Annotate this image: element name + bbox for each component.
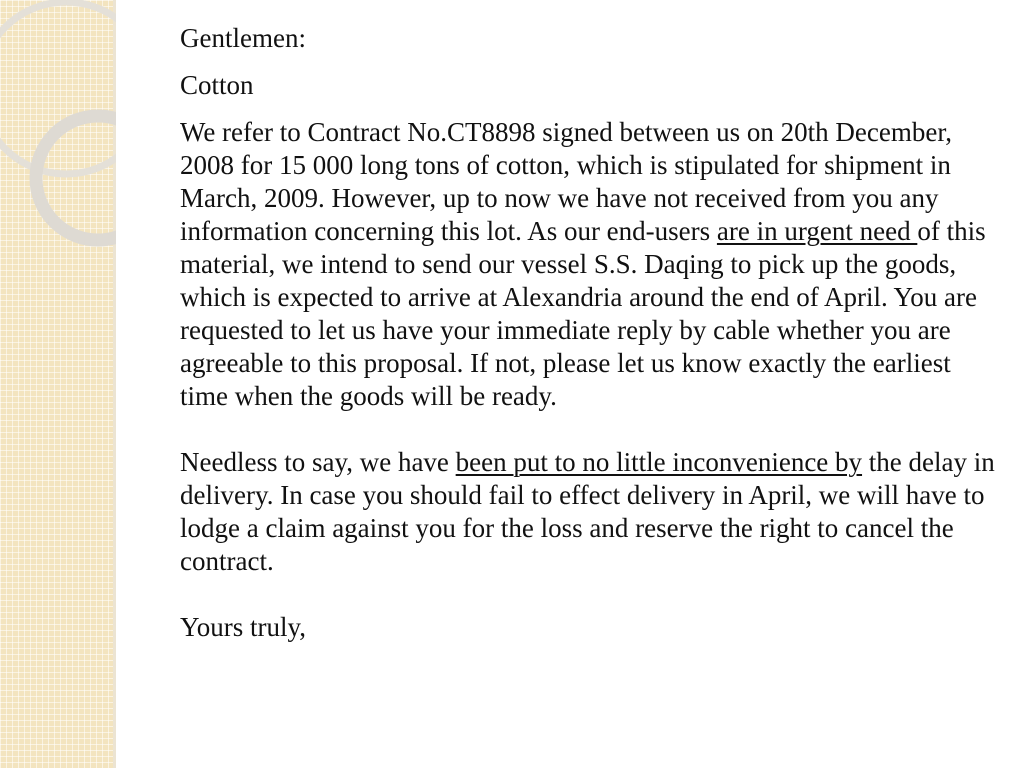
paragraph1-text-end: of this material, we intend to send our vessel S.S. Daqing to pick up the goods, which is expected to arrive at Alexandria around the end of April. You are requested to let us have your immediate reply by cable whether you are agreeable to this proposal. If not, please let us know exactly the earliest time when the goods will be ready. [180, 216, 986, 411]
closing: Yours truly, [180, 612, 307, 642]
paragraph1-text-start: We refer to Contract No.CT8898 signed between us on 20th December, 2008 for 15 000 long tons of cotton, which is stipulated for shipment in March, 2009. However, up to now we have not received from you any information concerning this lot. As our end-users [180, 117, 953, 246]
paragraph-contract-reference [180, 116, 1000, 413]
paragraph-claim-warning [180, 446, 1000, 578]
salutation: Gentlemen: [180, 23, 306, 53]
underlined-phrase-urgent-need: are in urgent need [716, 216, 918, 246]
decorative-ring-small [36, 116, 116, 240]
subject-line: Cotton [180, 70, 254, 100]
decorative-rings [0, 0, 116, 768]
letter-body [180, 22, 1000, 644]
decorative-ring-large [0, 2, 116, 174]
underlined-phrase-inconvenience: been put to no little inconvenience by [455, 447, 863, 477]
paragraph2-text-end: the delay in delivery. In case you should fail to effect delivery in April, we will have to lodge a claim against you for the loss and reserve the right to cancel the contract. [180, 447, 995, 576]
paragraph2-text-start: Needless to say, we have [180, 447, 456, 477]
